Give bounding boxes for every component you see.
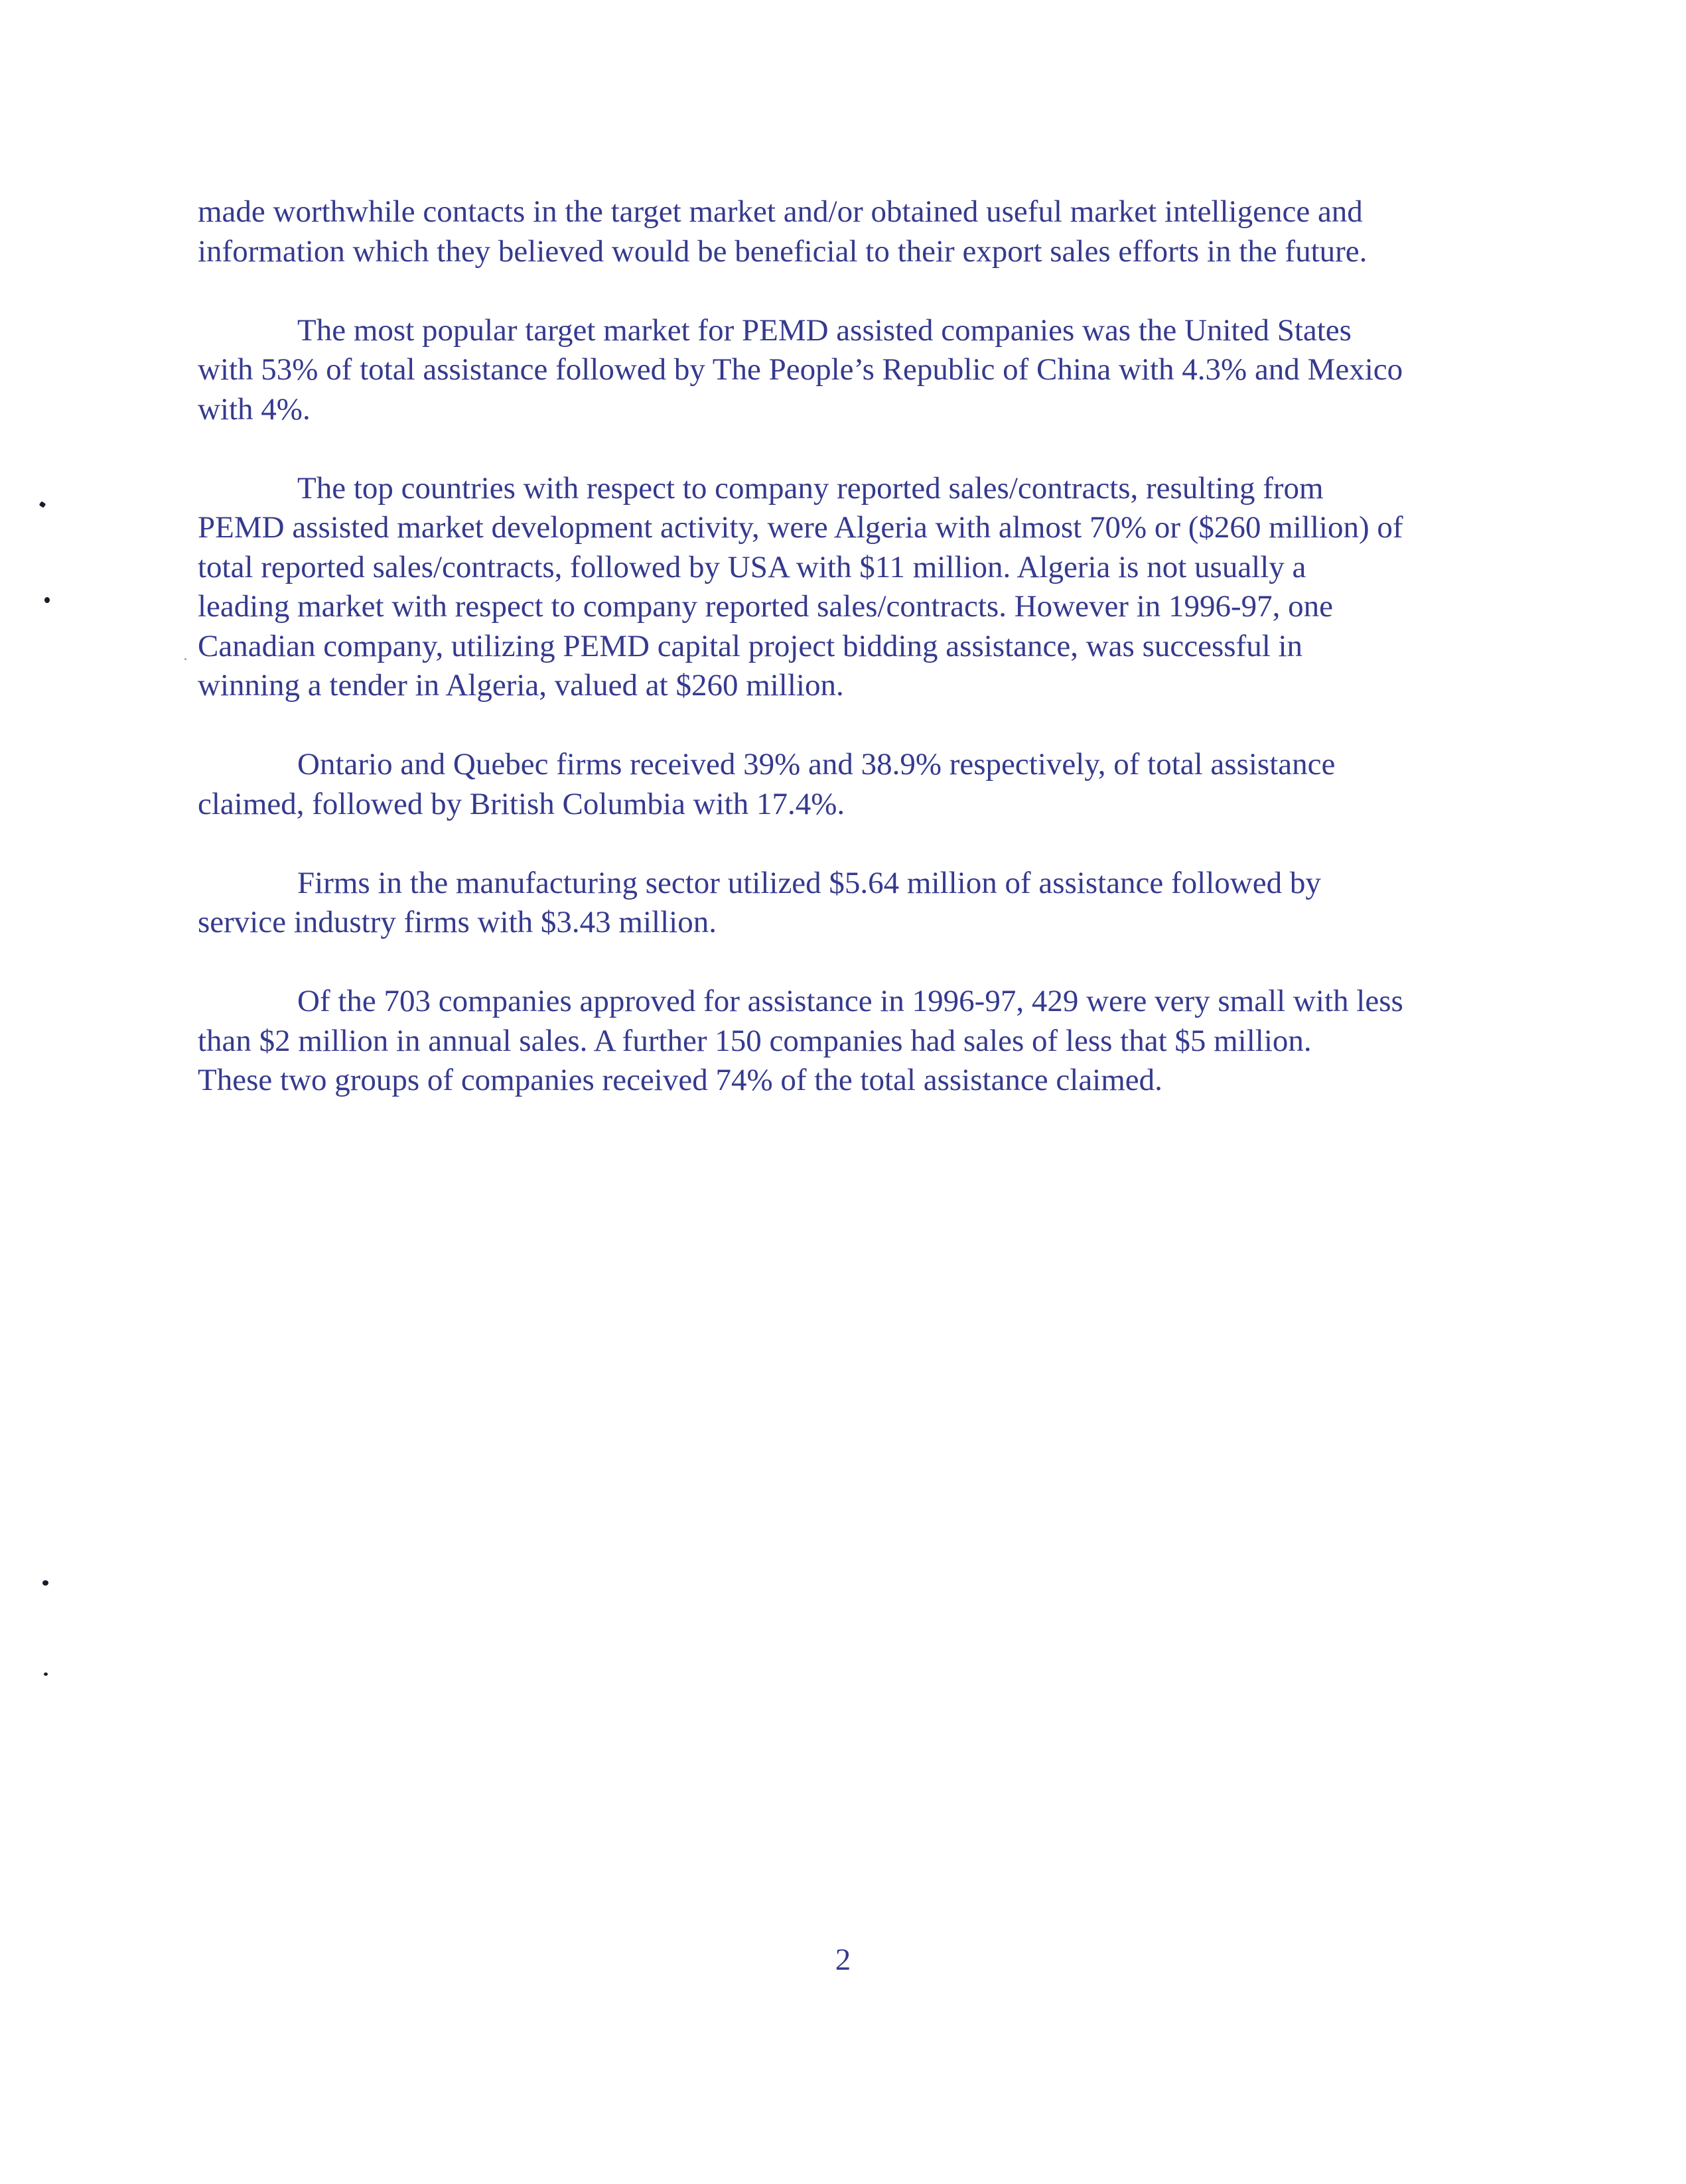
paragraph-top-countries: The top countries with respect to company reported sales/contracts, resulting from PEMD assisted market development activity, were Algeria with almost 70% or ($260 million) of total reported sales/contracts, followed by USA with $11 million. Algeria is not usually a leading market with respect to company reported sales/contracts. However in 1996-97, one Canadian company, utilizing PEMD capital project bidding assistance, was successful in winning a tender in Algeria, valued at $260 million.	[198, 470, 1403, 703]
scan-artifact	[44, 1672, 48, 1676]
scan-artifact	[42, 1580, 48, 1586]
paragraph-sectors: Firms in the manufacturing sector utilized $5.64 million of assistance followed by service industry firms with $3.43 million.	[198, 865, 1321, 939]
paragraph-target-market: The most popular target market for PEMD assisted companies was the United States with 53% of total assistance followed by The People’s Republic of China with 4.3% and Mexico with 4%.	[198, 312, 1403, 427]
scan-artifact	[44, 597, 50, 603]
scan-artifact	[184, 658, 186, 660]
paragraph-continuation: made worthwhile contacts in the target market and/or obtained useful market intelligence and information which they believed would be beneficial to their export sales efforts in the future.	[198, 194, 1368, 269]
paragraph-company-size: Of the 703 companies approved for assistance in 1996-97, 429 were very small with less than $2 million in annual sales. A further 150 companies had sales of less that $5 million. These two groups of companies received 74% of the total assistance claimed.	[198, 984, 1403, 1097]
document-body	[198, 192, 1518, 1140]
page-number: 2	[835, 1943, 851, 1977]
paragraph-provinces: Ontario and Quebec firms received 39% and 38.9% respectively, of total assistance claimed, followed by British Columbia with 17.4%.	[198, 747, 1336, 821]
scan-artifact	[39, 501, 46, 508]
